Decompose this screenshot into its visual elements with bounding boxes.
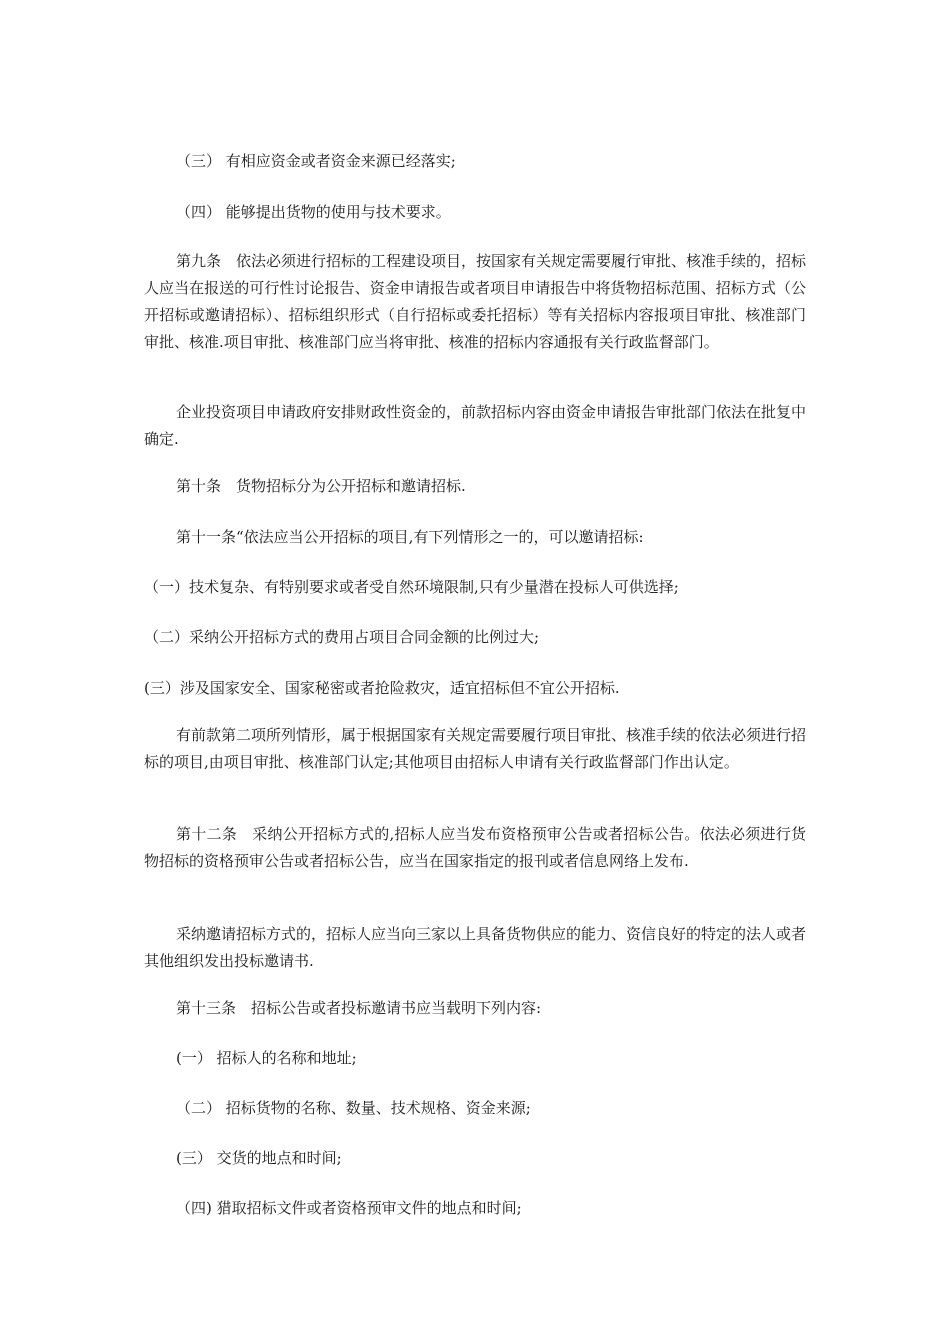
article-13: 第十三条 招标公告或者投标邀请书应当载明下列内容: (176, 999, 542, 1017)
article-9-text: 第九条 依法必须进行招标的工程建设项目，按国家有关规定需要履行审批、核准手续的，招标人应当在报送的可行性讨论报告、资金申请报告或者项目申请报告中将货物招标范围、招标方式（公开招标或邀请招标）、招标组织形式（自行招标或委托招标）等有关招标内容报项目审批、核准部门审批、核准.项目审批、核准部门应当将审批、核准的招标内容通报有关行政监督部门。 (144, 252, 807, 351)
article-9-para-2-text: 企业投资项目申请政府安排财政性资金的，前款招标内容由资金申请报告审批部门依法在批复中确定. (144, 403, 807, 448)
article-12-para-2-text: 采纳邀请招标方式的，招标人应当向三家以上具备货物供应的能力、资信良好的特定的法人或者其他组织发出投标邀请书. (144, 925, 807, 970)
article-12 (144, 821, 806, 875)
article-11-item-3: (三）涉及国家安全、国家秘密或者抢险救灾，适宜招标但不宜公开招标. (144, 679, 620, 697)
article-12-text: 第十二条 采纳公开招标方式的,招标人应当发布资格预审公告或者招标公告。依法必须进行货物招标的资格预审公告或者招标公告，应当在国家指定的报刊或者信息网络上发布. (144, 825, 806, 870)
item-4-requirements: （四） 能够提出货物的使用与技术要求。 (176, 203, 451, 221)
article-11-para-2-text: 有前款第二项所列情形，属于根据国家有关规定需要履行项目审批、核准手续的依法必须进行招标的项目,由项目审批、核准部门认定;其他项目由招标人申请有关行政监督部门作出认定。 (144, 726, 807, 771)
article-13-item-1: (一） 招标人的名称和地址; (176, 1049, 357, 1067)
item-3-funding: （三） 有相应资金或者资金来源已经落实; (176, 152, 456, 170)
article-13-item-3: (三） 交货的地点和时间; (176, 1149, 342, 1167)
article-9-para-2 (144, 399, 806, 453)
article-11-item-2: （二）采纳公开招标方式的费用占项目合同金额的比例过大; (144, 628, 540, 646)
article-11-para-2 (144, 722, 806, 776)
article-11-item-1: （一）技术复杂、有特别要求或者受自然环境限制,只有少量潜在投标人可供选择; (144, 578, 679, 596)
article-13-item-4: （四) 猎取招标文件或者资格预审文件的地点和时间; (176, 1199, 522, 1217)
article-13-item-2: （二） 招标货物的名称、数量、技术规格、资金来源; (176, 1099, 531, 1117)
article-12-para-2 (144, 921, 806, 975)
article-10: 第十条 货物招标分为公开招标和邀请招标. (176, 477, 466, 495)
article-11: 第十一条“依法应当公开招标的项目,有下列情形之一的，可以邀请招标: (176, 528, 644, 546)
article-9 (144, 248, 806, 356)
